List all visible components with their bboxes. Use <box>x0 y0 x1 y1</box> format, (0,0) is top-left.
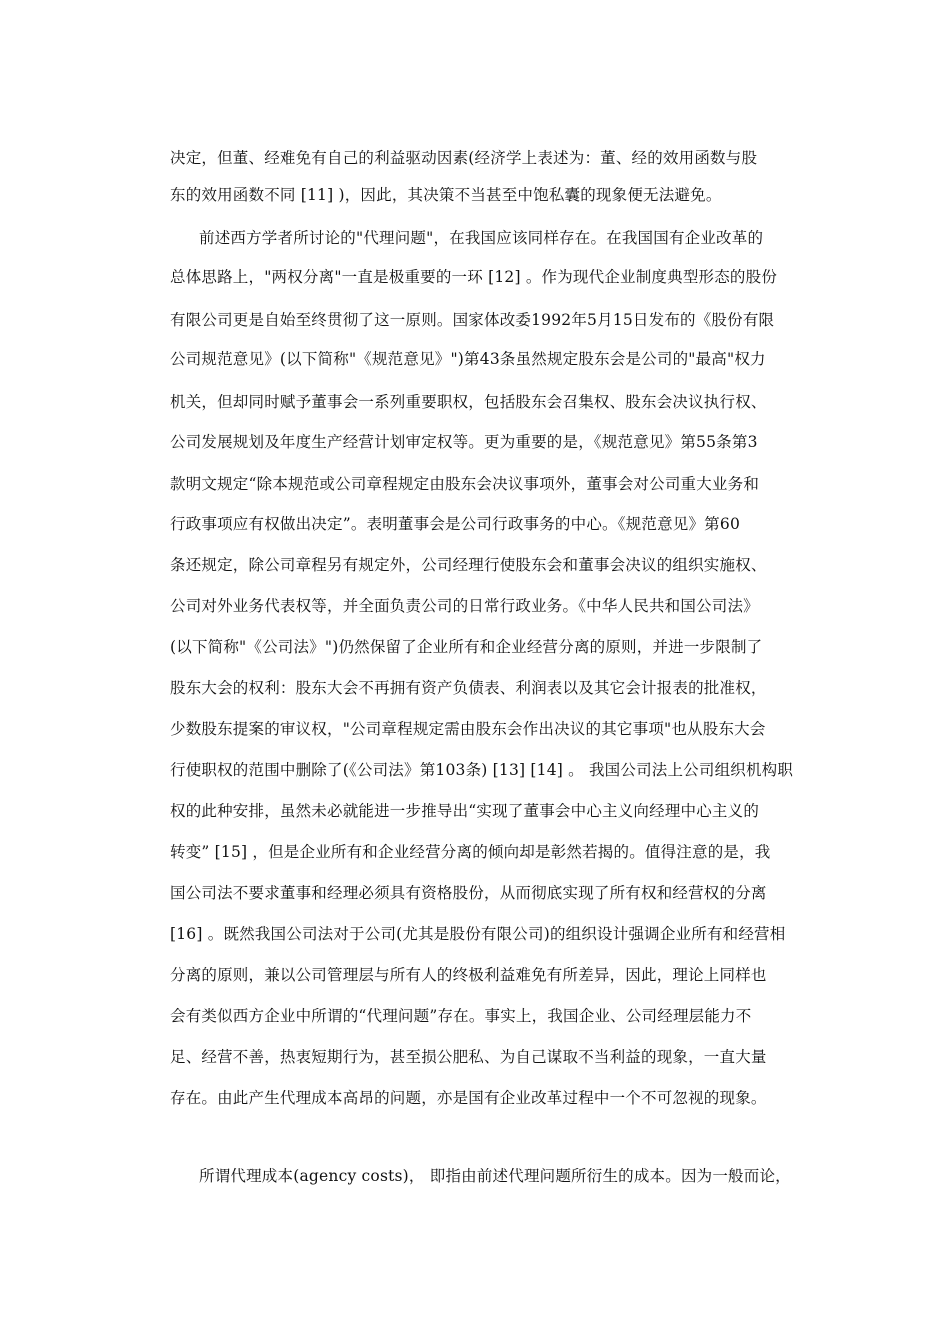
text-line: 股东大会的权利：股东大会不再拥有资产负债表、利润表以及其它会计报表的批准权， <box>170 679 767 697</box>
text-line: 机关，但却同时赋予董事会一系列重要职权，包括股东会召集权、股东会决议执行权、 <box>170 393 767 411</box>
text-line: 款明文规定“除本规范或公司章程规定由股东会决议事项外，董事会对公司重大业务和 <box>170 475 760 493</box>
text-line: 所谓代理成本(agency costs)， 即指由前述代理问题所衍生的成本。因为一般而论， <box>199 1167 791 1185</box>
text-line: 总体思路上，"两权分离"一直是极重要的一环 [12] 。作为现代企业制度典型形态的股份 <box>170 268 778 286</box>
text-line: 存在。由此产生代理成本高昂的问题，亦是国有企业改革过程中一个不可忽视的现象。 <box>170 1089 767 1107</box>
text-line: 国公司法不要求董事和经理必须具有资格股份，从而彻底实现了所有权和经营权的分离 <box>170 884 767 902</box>
text-line: [16] 。既然我国公司法对于公司(尤其是股份有限公司)的组织设计强调企业所有和经营相 <box>170 925 786 943</box>
text-line: 前述西方学者所讨论的"代理问题"，在我国应该同样存在。在我国国有企业改革的 <box>199 229 764 247</box>
text-line: (以下简称"《公司法》")仍然保留了企业所有和企业经营分离的原则，并进一步限制了 <box>170 638 763 656</box>
text-line: 权的此种安排，虽然未必就能进一步推导出“实现了董事会中心主义向经理中心主义的 <box>170 802 760 820</box>
text-line: 行政事项应有权做出决定”。表明董事会是公司行政事务的中心。《规范意见》第60 <box>170 515 740 533</box>
text-line: 决定，但董、经难免有自己的利益驱动因素(经济学上表述为：董、经的效用函数与股 <box>170 149 758 167</box>
text-line: 会有类似西方企业中所谓的“代理问题”存在。事实上，我国企业、公司经理层能力不 <box>170 1007 752 1025</box>
text-line: 公司规范意见》(以下简称"《规范意见》")第43条虽然规定股东会是公司的"最高"权力 <box>170 350 766 368</box>
text-line: 分离的原则，兼以公司管理层与所有人的终极利益难免有所差异，因此，理论上同样也 <box>170 966 767 984</box>
text-line: 足、经营不善，热衷短期行为，甚至损公肥私、为自己谋取不当利益的现象，一直大量 <box>170 1048 767 1066</box>
text-line: 有限公司更是自始至终贯彻了这一原则。国家体改委1992年5月15日发布的《股份有限 <box>170 311 775 329</box>
text-line: 公司发展规划及年度生产经营计划审定权等。更为重要的是，《规范意见》第55条第3 <box>170 433 758 451</box>
text-line: 条还规定，除公司章程另有规定外，公司经理行使股东会和董事会决议的组织实施权、 <box>170 556 767 574</box>
text-line: 东的效用函数不同 [11] )，因此，其决策不当甚至中饱私囊的现象便无法避免。 <box>170 186 722 204</box>
text-line: 转变” [15] ，但是企业所有和企业经营分离的倾向却是彰然若揭的。值得注意的是，我 <box>170 843 771 861</box>
text-line: 行使职权的范围中删除了(《公司法》第103条) [13] [14] 。 我国公司法上公司组织机构职 <box>170 761 794 779</box>
text-line: 少数股东提案的审议权，"公司章程规定需由股东会作出决议的其它事项"也从股东大会 <box>170 720 766 738</box>
text-line: 公司对外业务代表权等，并全面负责公司的日常行政业务。《中华人民共和国公司法》 <box>170 597 759 615</box>
